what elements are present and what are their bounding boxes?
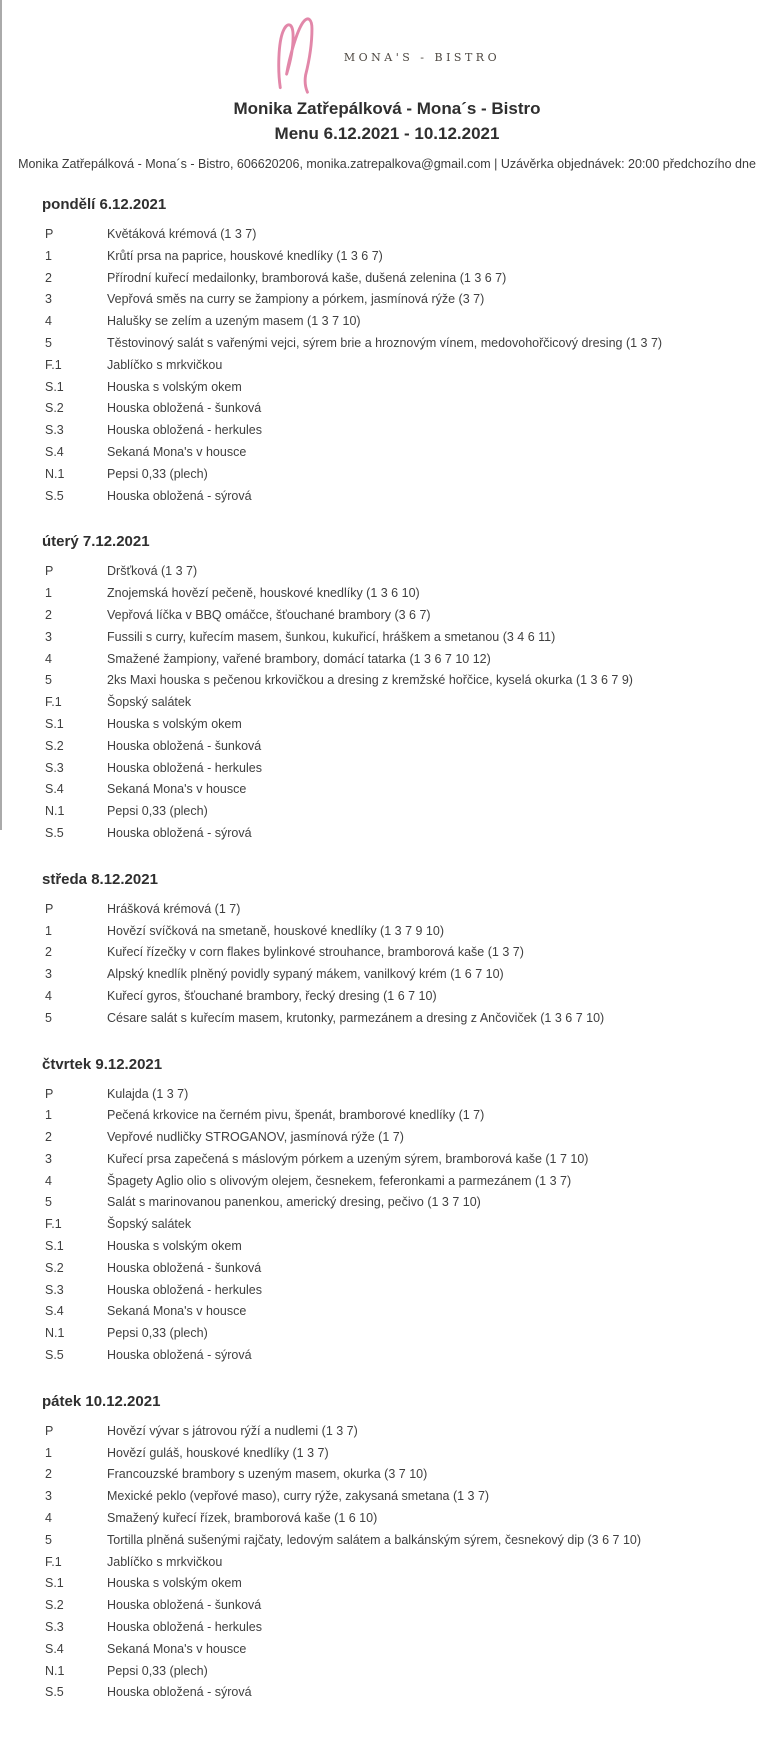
menu-row — [42, 1236, 746, 1258]
day-section — [42, 195, 746, 507]
menu-row-text: Znojemská hovězí pečeně, houskové knedlíky (1 3 6 10) — [107, 586, 420, 601]
menu-row-code: S.5 — [45, 1348, 64, 1363]
menu-row-text: Houska obložená - herkules — [107, 760, 262, 775]
menu-row-text: Šopský salátek — [107, 1217, 192, 1232]
menu-row-code: S.3 — [45, 1620, 64, 1635]
menu-row-text: Salát s marinovanou panenkou, americký dresing, pečivo (1 3 7 10) — [107, 1195, 481, 1210]
menu-row — [42, 1530, 746, 1552]
menu-row-code: F.1 — [45, 695, 62, 710]
menu-row — [42, 964, 746, 986]
menu-row — [42, 398, 746, 420]
menu-row-code: P — [45, 901, 54, 916]
menu-row-text: Houska obložená - šunková — [107, 1598, 262, 1613]
menu-row-code: S.2 — [45, 401, 64, 416]
menu-row — [42, 355, 746, 377]
menu-row — [42, 289, 746, 311]
menu-row-text: Krůtí prsa na paprice, houskové knedlíky (1 3 6 7) — [107, 248, 383, 263]
monogram-m-icon — [274, 8, 330, 94]
menu-row-code: 4 — [45, 1173, 52, 1188]
menu-row — [42, 561, 746, 583]
menu-row-code: F.1 — [45, 1554, 62, 1569]
menu-row — [42, 1595, 746, 1617]
menu-row-text: Houska obložená - sýrová — [107, 1348, 252, 1363]
menu-row-text: Špagety Aglio olio s olivovým olejem, česnekem, feferonkami a parmezánem (1 3 7) — [107, 1173, 572, 1188]
menu-row-text: Mexické peklo (vepřové maso), curry rýže, zakysaná smetana (1 3 7) — [107, 1489, 490, 1504]
day-section — [42, 1392, 746, 1704]
menu-row-code: P — [45, 1086, 54, 1101]
menu-row-text: Kulajda (1 3 7) — [107, 1086, 189, 1101]
menu-row-text: Houska obložená - herkules — [107, 1282, 262, 1297]
menu-row-code: P — [45, 1423, 54, 1438]
day-rows — [42, 1084, 746, 1367]
menu-row-text: Pepsi 0,33 (plech) — [107, 1663, 208, 1678]
menu-row-code: 3 — [45, 292, 52, 307]
menu-row — [42, 1421, 746, 1443]
menu-row — [42, 1008, 746, 1030]
menu-row — [42, 1149, 746, 1171]
menu-row-code: 2 — [45, 945, 52, 960]
menu-row — [42, 1214, 746, 1236]
menu-row — [42, 1552, 746, 1574]
menu-row — [42, 714, 746, 736]
menu-row — [42, 627, 746, 649]
menu-row-code: 4 — [45, 1511, 52, 1526]
menu-row-code: 4 — [45, 314, 52, 329]
menu-row-code: S.3 — [45, 1282, 64, 1297]
menu-row — [42, 1617, 746, 1639]
menu-row — [42, 333, 746, 355]
menu-row-text: Francouzské brambory s uzeným masem, okurka (3 7 10) — [107, 1467, 428, 1482]
menu-days — [0, 195, 774, 1704]
menu-row — [42, 420, 746, 442]
menu-row-code: 3 — [45, 629, 52, 644]
menu-row — [42, 1508, 746, 1530]
menu-row-code: 1 — [45, 1108, 52, 1123]
menu-row — [42, 486, 746, 508]
day-rows — [42, 224, 746, 507]
menu-row-text: Fussili s curry, kuřecím masem, šunkou, kukuřicí, hráškem a smetanou (3 4 6 11) — [107, 629, 556, 644]
menu-row-text: Hovězí guláš, houskové knedlíky (1 3 7) — [107, 1445, 329, 1460]
menu-row — [42, 1084, 746, 1106]
menu-row-code: 1 — [45, 248, 52, 263]
menu-row-code: S.3 — [45, 423, 64, 438]
menu-row-text: Dršťková (1 3 7) — [107, 564, 198, 579]
menu-row — [42, 921, 746, 943]
menu-row-text: Vepřové nudličky STROGANOV, jasmínová rýže (1 7) — [107, 1130, 404, 1145]
menu-row-text: Houska obložená - sýrová — [107, 1685, 252, 1700]
menu-row-code: 5 — [45, 673, 52, 688]
menu-row-text: Šopský salátek — [107, 695, 192, 710]
menu-row-code: S.5 — [45, 488, 64, 503]
menu-row — [42, 1443, 746, 1465]
day-title: pátek 10.12.2021 — [42, 1392, 161, 1410]
menu-row — [42, 605, 746, 627]
menu-row-text: Přírodní kuřecí medailonky, bramborová kaše, dušená zelenina (1 3 6 7) — [107, 270, 507, 285]
menu-row-code: 2 — [45, 1130, 52, 1145]
day-title: úterý 7.12.2021 — [42, 533, 150, 551]
menu-row-code: 5 — [45, 1010, 52, 1025]
menu-row-text: Houska obložená - sýrová — [107, 825, 252, 840]
menu-row-text: 2ks Maxi houska s pečenou krkovičkou a dresing z kremžské hořčice, kyselá okurka (1 3 6 7 9) — [107, 673, 633, 688]
menu-row-text: Jablíčko s mrkvičkou — [107, 357, 223, 372]
menu-row-code: 2 — [45, 607, 52, 622]
menu-row-code: 1 — [45, 923, 52, 938]
menu-row-text: Sekaná Mona's v housce — [107, 782, 247, 797]
menu-row — [42, 1486, 746, 1508]
menu-row-text: Jablíčko s mrkvičkou — [107, 1554, 223, 1569]
day-title: pondělí 6.12.2021 — [42, 196, 167, 213]
menu-row-text: Hovězí svíčková na smetaně, houskové knedlíky (1 3 7 9 10) — [107, 923, 444, 938]
menu-row — [42, 942, 746, 964]
menu-row-code: S.1 — [45, 716, 64, 731]
page-title: Monika Zatřepálková - Mona´s - Bistro — [233, 99, 541, 118]
menu-row-code: S.5 — [45, 1685, 64, 1700]
menu-row-text: Houska obložená - sýrová — [107, 488, 252, 503]
menu-row — [42, 442, 746, 464]
menu-row — [42, 1105, 746, 1127]
menu-row-code: S.2 — [45, 1260, 64, 1275]
menu-row-text: Houska obložená - šunková — [107, 738, 262, 753]
menu-row-code: N.1 — [45, 466, 65, 481]
menu-row-text: Smažené žampiony, vařené brambory, domácí tatarka (1 3 6 7 10 12) — [107, 651, 491, 666]
menu-row — [42, 1573, 746, 1595]
menu-row — [42, 1682, 746, 1704]
menu-row — [42, 268, 746, 290]
menu-row-code: 2 — [45, 1467, 52, 1482]
menu-row-text: Sekaná Mona's v housce — [107, 1304, 247, 1319]
menu-row — [42, 464, 746, 486]
logo-text: MONA'S - BISTRO — [343, 50, 501, 64]
menu-row-code: 3 — [45, 1151, 52, 1166]
menu-row-code: S.4 — [45, 1641, 64, 1656]
menu-row — [42, 377, 746, 399]
menu-row-code: F.1 — [45, 357, 62, 372]
menu-row — [42, 224, 746, 246]
menu-row-code: S.3 — [45, 760, 64, 775]
menu-row-code: 5 — [45, 1195, 52, 1210]
menu-row — [42, 1258, 746, 1280]
menu-row-code: P — [45, 564, 54, 579]
menu-row-text: Halušky se zelím a uzeným masem (1 3 7 10) — [107, 314, 361, 329]
menu-row-text: Houska s volským okem — [107, 379, 242, 394]
menu-row — [42, 583, 746, 605]
menu-row-code: 3 — [45, 1489, 52, 1504]
menu-row-code: N.1 — [45, 1326, 65, 1341]
menu-row-code: S.1 — [45, 1576, 64, 1591]
menu-row-code: 5 — [45, 335, 52, 350]
menu-row-text: Houska obložená - šunková — [107, 1260, 262, 1275]
day-rows — [42, 561, 746, 844]
day-rows — [42, 1421, 746, 1704]
menu-row — [42, 1171, 746, 1193]
menu-row-text: Houska obložená - herkules — [107, 423, 262, 438]
menu-row — [42, 1280, 746, 1302]
menu-row — [42, 1127, 746, 1149]
menu-row-code: S.4 — [45, 1304, 64, 1319]
menu-row — [42, 1345, 746, 1367]
day-title: středa 8.12.2021 — [42, 870, 158, 888]
menu-row-code: 4 — [45, 651, 52, 666]
menu-row-text: Césare salát s kuřecím masem, krutonky, parmezánem a dresing z Ančoviček (1 3 6 7 10) — [107, 1010, 605, 1025]
menu-row-text: Květáková krémová (1 3 7) — [107, 227, 257, 241]
menu-row-code: 1 — [45, 586, 52, 601]
menu-row-code: S.1 — [45, 1239, 64, 1254]
day-rows — [42, 899, 746, 1030]
menu-row-code: 3 — [45, 967, 52, 982]
menu-row-text: Těstovinový salát s vařenými vejci, sýrem brie a hroznovým vínem, medovohořčicový dresing (1 3 7) — [107, 335, 663, 350]
day-section — [42, 532, 746, 844]
menu-row — [42, 1301, 746, 1323]
menu-row-code: S.5 — [45, 825, 64, 840]
menu-row-text: Alpský knedlík plněný povidly sypaný mákem, vanilkový krém (1 6 7 10) — [107, 967, 504, 982]
left-edge-line — [0, 0, 2, 830]
menu-row-text: Houska s volským okem — [107, 1239, 242, 1254]
menu-row-text: Hovězí vývar s játrovou rýží a nudlemi (1 3 7) — [107, 1423, 358, 1438]
menu-row-text: Sekaná Mona's v housce — [107, 444, 247, 459]
menu-row-code: 5 — [45, 1532, 52, 1547]
menu-row — [42, 1192, 746, 1214]
day-title: čtvrtek 9.12.2021 — [42, 1055, 163, 1073]
menu-row — [42, 779, 746, 801]
menu-row-code: N.1 — [45, 1663, 65, 1678]
menu-row-code: S.4 — [45, 782, 64, 797]
menu-row — [42, 649, 746, 671]
menu-row-text: Houska s volským okem — [107, 716, 242, 731]
menu-row-text: Houska obložená - herkules — [107, 1620, 262, 1635]
menu-row — [42, 758, 746, 780]
menu-row-code: 4 — [45, 988, 52, 1003]
menu-row — [42, 1323, 746, 1345]
menu-row-text: Vepřová směs na curry se žampiony a pórkem, jasmínová rýže (3 7) — [107, 292, 485, 307]
menu-row-code: S.1 — [45, 379, 64, 394]
menu-row — [42, 311, 746, 333]
menu-row-text: Vepřová líčka v BBQ omáčce, šťouchané brambory (3 6 7) — [107, 607, 431, 622]
menu-row-text: Houska obložená - šunková — [107, 401, 262, 416]
menu-row — [42, 1464, 746, 1486]
menu-row-code: S.4 — [45, 444, 64, 459]
menu-row — [42, 1639, 746, 1661]
menu-row-text: Pečená krkovice na černém pivu, špenát, bramborové knedlíky (1 7) — [107, 1108, 485, 1123]
day-section — [42, 1055, 746, 1367]
menu-row-text: Pepsi 0,33 (plech) — [107, 804, 208, 819]
menu-date-range: Menu 6.12.2021 - 10.12.2021 — [274, 124, 500, 143]
menu-row-text: Houska s volským okem — [107, 1576, 242, 1591]
menu-row-code: 2 — [45, 270, 52, 285]
menu-row-code: S.2 — [45, 1598, 64, 1613]
menu-row-text: Kuřecí prsa zapečená s máslovým pórkem a uzeným sýrem, bramborová kaše (1 7 10) — [107, 1151, 589, 1166]
day-section — [42, 870, 746, 1030]
menu-row-text: Kuřecí řízečky v corn flakes bylinkové strouhance, bramborová kaše (1 3 7) — [107, 945, 524, 960]
menu-row-text: Smažený kuřecí řízek, bramborová kaše (1 6 10) — [107, 1511, 378, 1526]
menu-row-text: Kuřecí gyros, šťouchané brambory, řecký dresing (1 6 7 10) — [107, 988, 437, 1003]
menu-row-code: P — [45, 227, 54, 241]
menu-row — [42, 801, 746, 823]
menu-row-text: Pepsi 0,33 (plech) — [107, 466, 208, 481]
logo — [0, 0, 774, 92]
menu-row-code: S.2 — [45, 738, 64, 753]
menu-row-code: 1 — [45, 1445, 52, 1460]
menu-row — [42, 736, 746, 758]
menu-row — [42, 823, 746, 845]
menu-row — [42, 246, 746, 268]
menu-row — [42, 692, 746, 714]
menu-row — [42, 986, 746, 1008]
contact-line: Monika Zatřepálková - Mona´s - Bistro, 606620206, monika.zatrepalkova@gmail.com | Uzávěrka objednávek: 20:00 předchozího dne — [18, 157, 756, 171]
menu-row-text: Sekaná Mona's v housce — [107, 1641, 247, 1656]
menu-row-code: F.1 — [45, 1217, 62, 1232]
menu-row — [42, 1661, 746, 1683]
menu-row-code: N.1 — [45, 804, 65, 819]
menu-row-text: Tortilla plněná sušenými rajčaty, ledovým salátem a balkánským sýrem, česnekový dip (3 6 7 10) — [107, 1532, 642, 1547]
menu-row — [42, 670, 746, 692]
menu-row — [42, 899, 746, 921]
menu-row-text: Hrášková krémová (1 7) — [107, 901, 241, 916]
menu-row-text: Pepsi 0,33 (plech) — [107, 1326, 208, 1341]
